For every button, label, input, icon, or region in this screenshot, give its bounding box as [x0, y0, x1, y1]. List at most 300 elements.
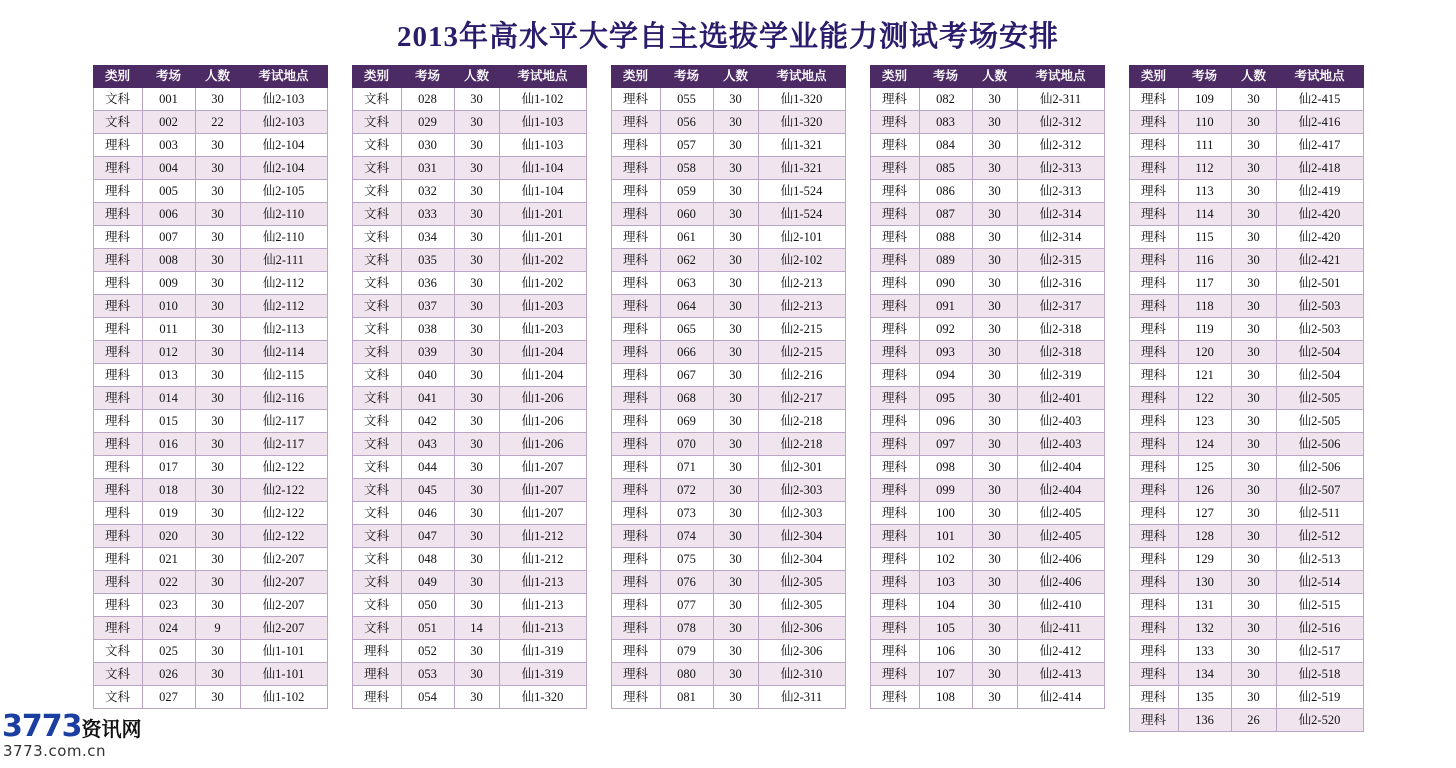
cell-location: 仙1-201 [499, 226, 586, 249]
table-row [870, 226, 1104, 249]
cell-category: 文科 [93, 88, 142, 111]
cell-room: 069 [660, 410, 713, 433]
cell-count: 30 [972, 548, 1017, 571]
watermark-url: 3773.com.cn [3, 742, 106, 760]
cell-count: 30 [454, 456, 499, 479]
cell-category: 理科 [870, 157, 919, 180]
cell-category: 理科 [870, 433, 919, 456]
cell-category: 理科 [1129, 594, 1178, 617]
table-row [611, 640, 845, 663]
cell-category: 理科 [870, 134, 919, 157]
cell-location: 仙2-318 [1017, 318, 1104, 341]
table-row [1129, 111, 1363, 134]
cell-count: 30 [195, 548, 240, 571]
cell-count: 9 [195, 617, 240, 640]
cell-location: 仙2-122 [240, 525, 327, 548]
cell-room: 034 [401, 226, 454, 249]
cell-category: 文科 [352, 548, 401, 571]
cell-category: 文科 [352, 410, 401, 433]
cell-category: 理科 [611, 111, 660, 134]
cell-room: 013 [142, 364, 195, 387]
table-row [611, 410, 845, 433]
cell-category: 文科 [352, 364, 401, 387]
cell-category: 理科 [870, 180, 919, 203]
cell-location: 仙1-213 [499, 571, 586, 594]
cell-location: 仙2-515 [1276, 594, 1363, 617]
cell-room: 124 [1178, 433, 1231, 456]
cell-location: 仙1-101 [240, 640, 327, 663]
cell-room: 111 [1178, 134, 1231, 157]
cell-category: 文科 [93, 111, 142, 134]
table-row [611, 617, 845, 640]
cell-category: 理科 [93, 180, 142, 203]
cell-count: 30 [972, 157, 1017, 180]
cell-category: 理科 [1129, 456, 1178, 479]
cell-category: 理科 [611, 134, 660, 157]
cell-count: 26 [1231, 709, 1276, 732]
cell-room: 061 [660, 226, 713, 249]
table-row [611, 203, 845, 226]
cell-category: 文科 [352, 571, 401, 594]
table-header-row [870, 66, 1104, 88]
exam-table-3 [611, 65, 846, 709]
cell-room: 029 [401, 111, 454, 134]
cell-category: 理科 [1129, 295, 1178, 318]
cell-location: 仙1-101 [240, 663, 327, 686]
cell-room: 057 [660, 134, 713, 157]
cell-location: 仙2-114 [240, 341, 327, 364]
cell-category: 理科 [870, 525, 919, 548]
cell-location: 仙2-501 [1276, 272, 1363, 295]
table-row [611, 433, 845, 456]
exam-schedule-tables [0, 61, 1456, 732]
cell-count: 30 [713, 479, 758, 502]
column-header: 类别 [611, 66, 660, 88]
cell-room: 005 [142, 180, 195, 203]
cell-location: 仙2-313 [1017, 157, 1104, 180]
cell-count: 30 [713, 157, 758, 180]
table-row [1129, 410, 1363, 433]
cell-location: 仙2-412 [1017, 640, 1104, 663]
cell-category: 理科 [93, 249, 142, 272]
cell-category: 理科 [611, 157, 660, 180]
cell-category: 理科 [352, 686, 401, 709]
table-row [1129, 157, 1363, 180]
cell-category: 理科 [870, 410, 919, 433]
table-row [611, 594, 845, 617]
table-row [1129, 180, 1363, 203]
table-row [93, 341, 327, 364]
cell-category: 理科 [611, 88, 660, 111]
cell-location: 仙2-406 [1017, 571, 1104, 594]
cell-count: 30 [195, 525, 240, 548]
cell-count: 30 [972, 502, 1017, 525]
cell-room: 117 [1178, 272, 1231, 295]
cell-count: 30 [713, 594, 758, 617]
cell-room: 129 [1178, 548, 1231, 571]
cell-count: 30 [195, 479, 240, 502]
table-row [870, 410, 1104, 433]
cell-room: 091 [919, 295, 972, 318]
cell-room: 003 [142, 134, 195, 157]
cell-category: 理科 [870, 617, 919, 640]
cell-category: 理科 [870, 272, 919, 295]
cell-location: 仙2-512 [1276, 525, 1363, 548]
cell-location: 仙2-313 [1017, 180, 1104, 203]
cell-count: 30 [454, 272, 499, 295]
cell-location: 仙2-218 [758, 410, 845, 433]
table-row [93, 88, 327, 111]
column-header: 类别 [93, 66, 142, 88]
cell-category: 理科 [611, 594, 660, 617]
cell-location: 仙2-117 [240, 433, 327, 456]
cell-category: 理科 [93, 272, 142, 295]
cell-count: 30 [195, 88, 240, 111]
cell-count: 30 [1231, 433, 1276, 456]
cell-count: 30 [1231, 663, 1276, 686]
cell-location: 仙2-304 [758, 525, 845, 548]
cell-category: 理科 [611, 433, 660, 456]
table-row [611, 548, 845, 571]
cell-location: 仙1-202 [499, 272, 586, 295]
cell-room: 106 [919, 640, 972, 663]
cell-count: 30 [1231, 502, 1276, 525]
cell-room: 065 [660, 318, 713, 341]
exam-table-2 [352, 65, 587, 709]
cell-room: 004 [142, 157, 195, 180]
cell-count: 30 [1231, 88, 1276, 111]
cell-location: 仙2-311 [758, 686, 845, 709]
cell-category: 文科 [352, 433, 401, 456]
cell-location: 仙2-504 [1276, 364, 1363, 387]
cell-category: 理科 [1129, 479, 1178, 502]
cell-count: 30 [1231, 525, 1276, 548]
cell-location: 仙2-506 [1276, 433, 1363, 456]
cell-category: 理科 [870, 341, 919, 364]
column-header: 人数 [972, 66, 1017, 88]
cell-room: 084 [919, 134, 972, 157]
cell-location: 仙2-416 [1276, 111, 1363, 134]
table-row [611, 341, 845, 364]
cell-location: 仙2-314 [1017, 226, 1104, 249]
cell-count: 30 [1231, 387, 1276, 410]
cell-category: 文科 [352, 525, 401, 548]
cell-category: 文科 [93, 640, 142, 663]
cell-count: 30 [972, 640, 1017, 663]
cell-room: 088 [919, 226, 972, 249]
table-row [352, 594, 586, 617]
cell-room: 041 [401, 387, 454, 410]
cell-count: 30 [454, 88, 499, 111]
cell-location: 仙2-115 [240, 364, 327, 387]
table-row [870, 387, 1104, 410]
cell-room: 031 [401, 157, 454, 180]
cell-room: 098 [919, 456, 972, 479]
table-row [1129, 502, 1363, 525]
cell-count: 30 [972, 456, 1017, 479]
cell-count: 30 [195, 663, 240, 686]
cell-location: 仙2-122 [240, 479, 327, 502]
cell-count: 30 [713, 410, 758, 433]
cell-count: 30 [454, 571, 499, 594]
cell-room: 121 [1178, 364, 1231, 387]
table-row [93, 364, 327, 387]
cell-category: 理科 [611, 571, 660, 594]
cell-location: 仙2-507 [1276, 479, 1363, 502]
cell-room: 058 [660, 157, 713, 180]
cell-count: 30 [195, 456, 240, 479]
cell-location: 仙2-504 [1276, 341, 1363, 364]
cell-count: 30 [1231, 111, 1276, 134]
cell-room: 043 [401, 433, 454, 456]
cell-location: 仙1-212 [499, 548, 586, 571]
table-row [93, 180, 327, 203]
cell-category: 理科 [1129, 203, 1178, 226]
cell-count: 30 [972, 525, 1017, 548]
cell-count: 30 [195, 226, 240, 249]
table-row [93, 157, 327, 180]
cell-room: 035 [401, 249, 454, 272]
cell-room: 002 [142, 111, 195, 134]
table-row [611, 157, 845, 180]
cell-location: 仙1-213 [499, 617, 586, 640]
cell-room: 099 [919, 479, 972, 502]
cell-count: 30 [972, 318, 1017, 341]
table-row [352, 226, 586, 249]
cell-category: 理科 [93, 410, 142, 433]
cell-count: 30 [195, 134, 240, 157]
page-title: 2013年高水平大学自主选拔学业能力测试考场安排 [396, 21, 1059, 53]
cell-location: 仙1-319 [499, 640, 586, 663]
cell-location: 仙1-524 [758, 203, 845, 226]
cell-location: 仙1-319 [499, 663, 586, 686]
cell-room: 122 [1178, 387, 1231, 410]
table-row [870, 295, 1104, 318]
cell-room: 085 [919, 157, 972, 180]
table-row [352, 203, 586, 226]
cell-count: 30 [454, 226, 499, 249]
cell-category: 理科 [870, 249, 919, 272]
table-row [93, 433, 327, 456]
watermark-logo [0, 709, 150, 744]
cell-room: 007 [142, 226, 195, 249]
cell-room: 072 [660, 479, 713, 502]
cell-location: 仙1-102 [499, 88, 586, 111]
table-row [352, 548, 586, 571]
cell-room: 130 [1178, 571, 1231, 594]
table-row [352, 387, 586, 410]
table-row [1129, 295, 1363, 318]
column-header: 考场 [660, 66, 713, 88]
cell-category: 理科 [1129, 341, 1178, 364]
cell-room: 112 [1178, 157, 1231, 180]
cell-location: 仙2-316 [1017, 272, 1104, 295]
cell-location: 仙2-311 [1017, 88, 1104, 111]
cell-count: 30 [972, 249, 1017, 272]
cell-category: 理科 [611, 203, 660, 226]
cell-count: 30 [713, 548, 758, 571]
cell-room: 115 [1178, 226, 1231, 249]
cell-room: 131 [1178, 594, 1231, 617]
cell-category: 文科 [352, 594, 401, 617]
column-header: 考试地点 [1276, 66, 1363, 88]
table-row [870, 203, 1104, 226]
cell-location: 仙1-321 [758, 134, 845, 157]
cell-room: 075 [660, 548, 713, 571]
cell-room: 096 [919, 410, 972, 433]
cell-location: 仙2-420 [1276, 203, 1363, 226]
cell-room: 025 [142, 640, 195, 663]
cell-location: 仙2-317 [1017, 295, 1104, 318]
cell-location: 仙2-305 [758, 594, 845, 617]
table-row [352, 157, 586, 180]
cell-count: 30 [972, 364, 1017, 387]
table-row [1129, 548, 1363, 571]
cell-category: 理科 [611, 686, 660, 709]
table-row [1129, 272, 1363, 295]
cell-count: 30 [1231, 410, 1276, 433]
cell-room: 123 [1178, 410, 1231, 433]
table-row [870, 479, 1104, 502]
cell-category: 理科 [870, 571, 919, 594]
cell-room: 044 [401, 456, 454, 479]
cell-count: 30 [454, 387, 499, 410]
cell-category: 理科 [611, 387, 660, 410]
table-row [1129, 594, 1363, 617]
cell-room: 080 [660, 663, 713, 686]
cell-category: 理科 [611, 479, 660, 502]
table-row [93, 203, 327, 226]
cell-location: 仙1-320 [758, 111, 845, 134]
table-row [93, 111, 327, 134]
cell-category: 文科 [93, 686, 142, 709]
cell-room: 016 [142, 433, 195, 456]
cell-room: 045 [401, 479, 454, 502]
table-row [1129, 640, 1363, 663]
cell-location: 仙1-201 [499, 203, 586, 226]
table-row [611, 226, 845, 249]
table-row [93, 249, 327, 272]
cell-location: 仙2-312 [1017, 134, 1104, 157]
cell-category: 理科 [352, 640, 401, 663]
cell-count: 30 [713, 203, 758, 226]
cell-count: 30 [195, 318, 240, 341]
cell-room: 056 [660, 111, 713, 134]
cell-count: 30 [195, 640, 240, 663]
table-row [93, 548, 327, 571]
column-header: 类别 [1129, 66, 1178, 88]
cell-count: 30 [195, 433, 240, 456]
cell-room: 089 [919, 249, 972, 272]
cell-category: 理科 [870, 594, 919, 617]
table-row [1129, 387, 1363, 410]
cell-location: 仙2-517 [1276, 640, 1363, 663]
table-row [352, 249, 586, 272]
cell-location: 仙2-420 [1276, 226, 1363, 249]
cell-count: 30 [454, 364, 499, 387]
cell-room: 078 [660, 617, 713, 640]
cell-count: 30 [972, 410, 1017, 433]
cell-room: 125 [1178, 456, 1231, 479]
table-row [93, 502, 327, 525]
cell-location: 仙2-401 [1017, 387, 1104, 410]
cell-room: 026 [142, 663, 195, 686]
table-row [93, 272, 327, 295]
cell-location: 仙2-111 [240, 249, 327, 272]
cell-category: 理科 [93, 318, 142, 341]
cell-count: 30 [454, 111, 499, 134]
cell-location: 仙1-202 [499, 249, 586, 272]
cell-location: 仙2-505 [1276, 387, 1363, 410]
cell-category: 理科 [870, 686, 919, 709]
cell-count: 30 [713, 295, 758, 318]
cell-location: 仙1-206 [499, 387, 586, 410]
cell-location: 仙2-122 [240, 456, 327, 479]
cell-location: 仙1-320 [499, 686, 586, 709]
cell-location: 仙2-518 [1276, 663, 1363, 686]
cell-count: 30 [195, 272, 240, 295]
cell-count: 30 [972, 433, 1017, 456]
cell-location: 仙2-110 [240, 203, 327, 226]
table-row [1129, 341, 1363, 364]
cell-room: 097 [919, 433, 972, 456]
cell-location: 仙2-105 [240, 180, 327, 203]
cell-room: 028 [401, 88, 454, 111]
table-row [93, 456, 327, 479]
cell-room: 039 [401, 341, 454, 364]
cell-category: 理科 [611, 502, 660, 525]
cell-category: 理科 [93, 295, 142, 318]
cell-location: 仙1-207 [499, 456, 586, 479]
cell-location: 仙2-101 [758, 226, 845, 249]
cell-location: 仙2-218 [758, 433, 845, 456]
cell-room: 046 [401, 502, 454, 525]
cell-location: 仙1-204 [499, 341, 586, 364]
table-row [1129, 88, 1363, 111]
cell-category: 文科 [352, 157, 401, 180]
cell-location: 仙2-310 [758, 663, 845, 686]
cell-room: 054 [401, 686, 454, 709]
cell-room: 101 [919, 525, 972, 548]
table-row [352, 88, 586, 111]
column-header: 类别 [870, 66, 919, 88]
cell-category: 理科 [1129, 249, 1178, 272]
cell-category: 理科 [870, 88, 919, 111]
cell-location: 仙2-410 [1017, 594, 1104, 617]
cell-location: 仙2-519 [1276, 686, 1363, 709]
cell-count: 30 [713, 640, 758, 663]
cell-count: 30 [195, 157, 240, 180]
cell-room: 086 [919, 180, 972, 203]
table-row [352, 686, 586, 709]
cell-room: 109 [1178, 88, 1231, 111]
cell-location: 仙2-306 [758, 617, 845, 640]
cell-count: 30 [454, 249, 499, 272]
cell-count: 30 [454, 479, 499, 502]
cell-count: 30 [454, 640, 499, 663]
cell-room: 082 [919, 88, 972, 111]
cell-category: 文科 [352, 479, 401, 502]
column-header: 考场 [1178, 66, 1231, 88]
cell-location: 仙2-505 [1276, 410, 1363, 433]
cell-room: 114 [1178, 203, 1231, 226]
table-row [93, 387, 327, 410]
cell-count: 30 [1231, 226, 1276, 249]
cell-count: 30 [972, 111, 1017, 134]
cell-category: 文科 [352, 272, 401, 295]
cell-location: 仙1-206 [499, 433, 586, 456]
watermark [0, 709, 150, 768]
